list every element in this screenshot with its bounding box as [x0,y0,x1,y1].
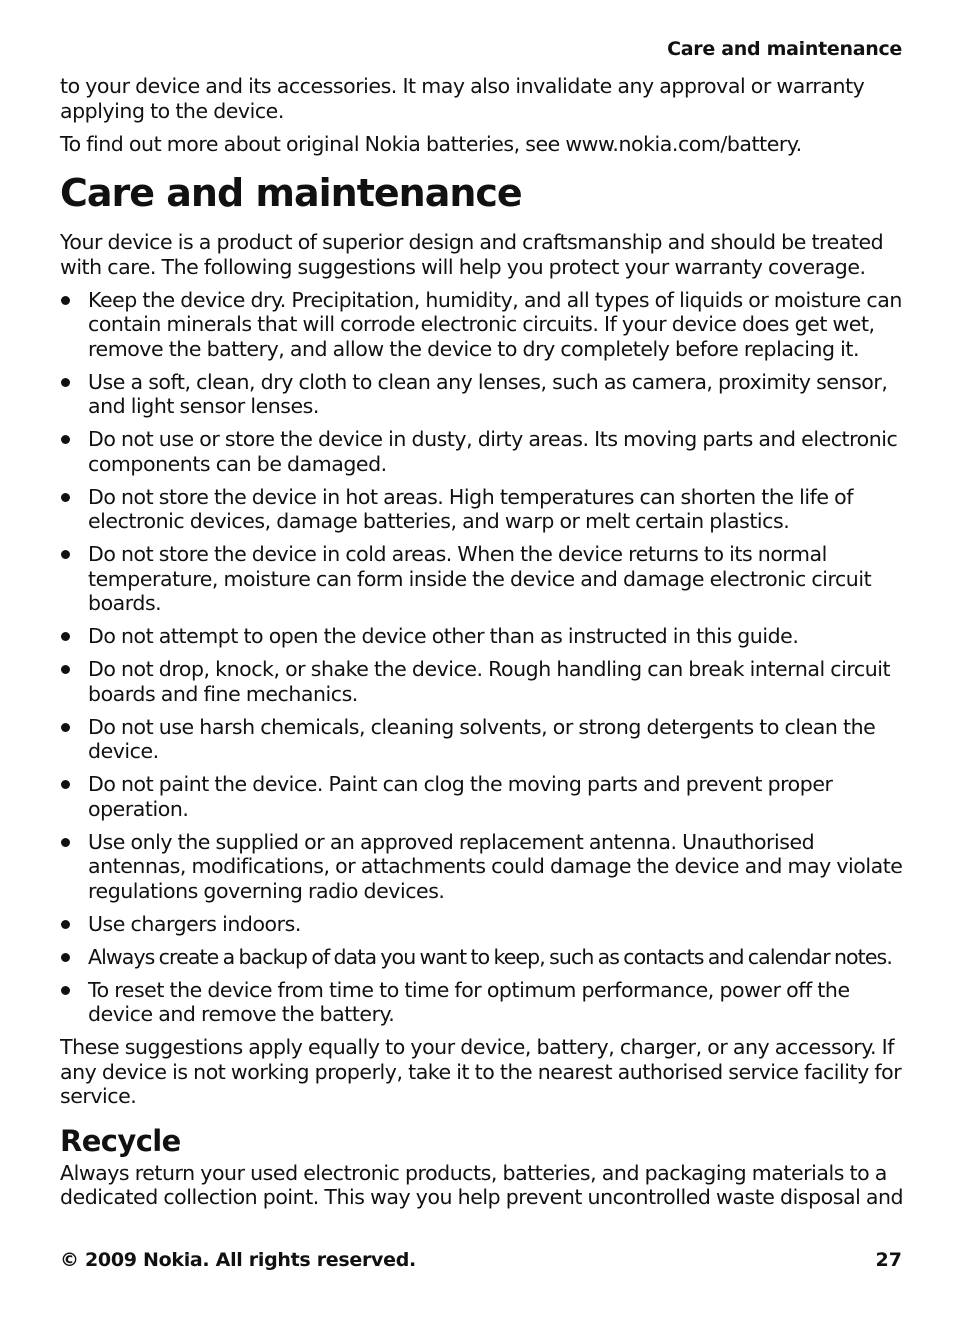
list-item-text: Use chargers indoors. [88,911,301,936]
list-item-text: Keep the device dry. Precipitation, humidity, and all types of liquids or moisture can contain minerals that will corrode electronic circuits. If your device does get wet, remove the battery, and allow the device to dry completely before replacing it. [88,287,902,361]
list-item [60,978,904,1027]
recycle-paragraph: Always return your used electronic products, batteries, and packaging materials to a dedicated collection point. This way you help prevent uncontrolled waste disposal and [60,1160,904,1209]
care-closing-paragraph: These suggestions apply equally to your device, battery, charger, or any accessory. If any device is not working properly, take it to the nearest authorised service facility for service. [60,1035,902,1108]
list-item [60,485,904,534]
care-suggestions-list [60,288,904,1027]
intro-paragraph-1: to your device and its accessories. It may also invalidate any approval or warranty applying to the device. [60,74,865,123]
bullet-icon [61,632,70,641]
bullet-icon [61,665,70,674]
running-header: Care and maintenance [667,38,902,60]
list-item [60,772,904,821]
bullet-icon [61,493,70,502]
list-item-text: Do not paint the device. Paint can clog the moving parts and prevent proper operation. [88,772,833,821]
list-item-text: Do not attempt to open the device other than as instructed in this guide. [88,624,799,648]
list-item-text: Do not store the device in cold areas. When the device returns to its normal temperature, moisture can form inside the device and damage electronic circuit boards. [88,542,872,615]
list-item-text: Do not use harsh chemicals, cleaning solvents, or strong detergents to clean the device. [88,714,876,763]
document-page [60,0,904,1322]
list-item [60,715,904,764]
bullet-icon [61,986,70,995]
list-item [60,288,904,362]
bullet-icon [61,920,70,929]
list-item-text: Use only the supplied or an approved replacement antenna. Unauthorised antennas, modifications, or attachments could damage the device and may violate regulations governing radio devices. [88,829,903,903]
bullet-icon [61,550,70,559]
bullet-icon [61,838,70,847]
list-item-text: Do not store the device in hot areas. High temperatures can shorten the life of electronic devices, damage batteries, and warp or melt certain plastics. [88,484,853,533]
bullet-icon [61,780,70,789]
page-number: 27 [875,1249,902,1271]
list-item [60,427,904,476]
list-item-text: Do not use or store the device in dusty, dirty areas. Its moving parts and electronic components can be damaged. [88,427,898,476]
list-item [60,657,904,706]
section-heading-recycle: Recycle [60,1123,181,1158]
care-intro-paragraph: Your device is a product of superior design and craftsmanship and should be treated with care. The following suggestions will help you protect your warranty coverage. [60,230,884,279]
footer-copyright: © 2009 Nokia. All rights reserved. [60,1249,416,1271]
list-item [60,945,904,970]
bullet-icon [61,378,70,387]
list-item-text: Always create a backup of data you want to keep, such as contacts and calendar notes. [88,944,892,969]
list-item [60,912,904,937]
bullet-icon [61,296,70,305]
bullet-icon [61,435,70,444]
list-item [60,542,904,616]
bullet-icon [61,723,70,732]
intro-paragraph-2: To find out more about original Nokia batteries, see www.nokia.com/battery. [60,131,802,156]
section-heading-care: Care and maintenance [60,171,522,215]
list-item [60,830,904,904]
list-item-text: Use a soft, clean, dry cloth to clean any lenses, such as camera, proximity sensor, and light sensor lenses. [88,369,888,418]
list-item-text: Do not drop, knock, or shake the device. Rough handling can break internal circuit boards and fine mechanics. [88,657,891,706]
page-content [60,74,904,1210]
bullet-icon [61,953,70,962]
list-item [60,624,904,649]
list-item-text: To reset the device from time to time for optimum performance, power off the device and remove the battery. [88,977,850,1026]
list-item [60,370,904,419]
